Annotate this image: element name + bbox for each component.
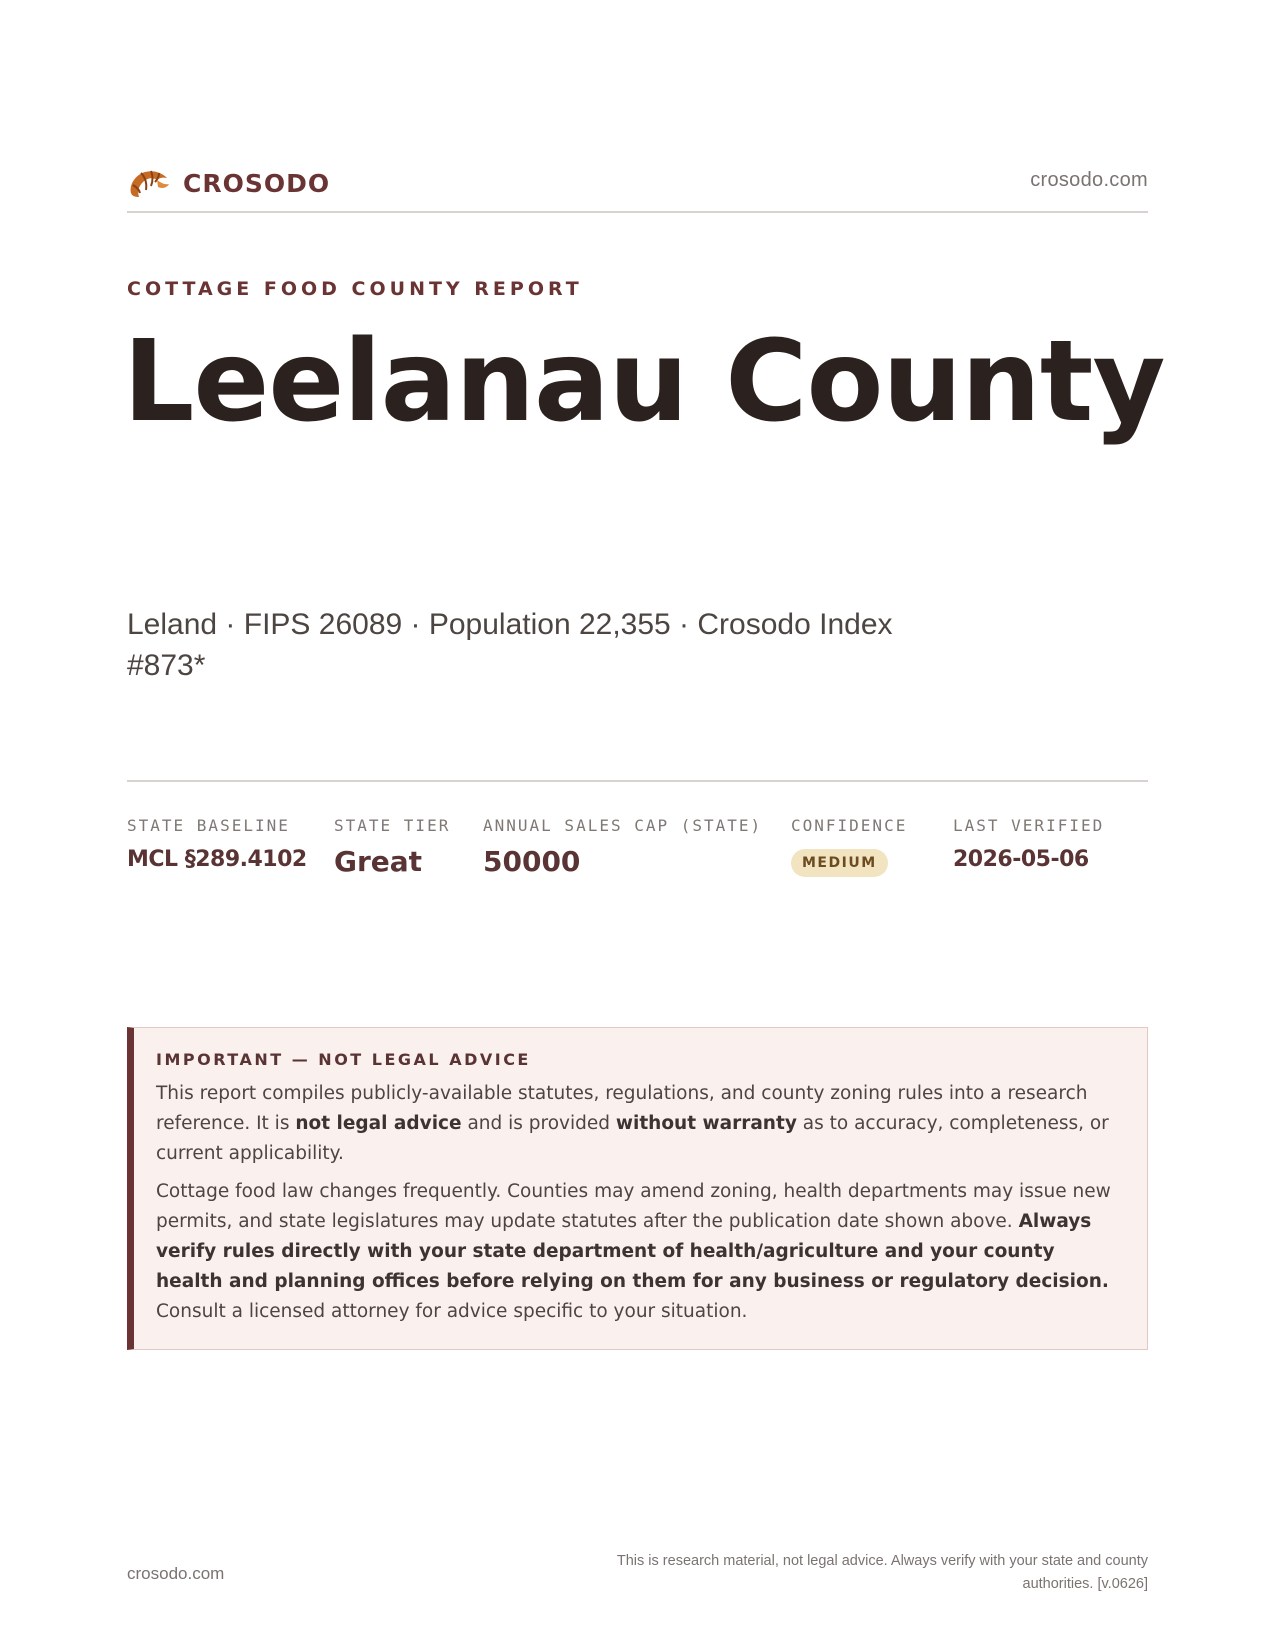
- notice-text: Consult a licensed attorney for advice specific to your situation.: [156, 1301, 748, 1322]
- notice-emphasis: Always verify rules directly with your state department of health/agriculture and your county health and planning offices before relying on them for any business or regulatory decision.: [156, 1211, 1109, 1292]
- stats-divider: [127, 780, 1148, 782]
- legal-notice: [127, 1027, 1148, 1350]
- notice-paragraph: [156, 1177, 1125, 1327]
- stat-value: Great: [334, 845, 423, 878]
- stat-label: STATE TIER: [334, 816, 451, 835]
- notice-title: IMPORTANT — NOT LEGAL ADVICE: [156, 1050, 531, 1069]
- header-url[interactable]: crosodo.com: [1030, 169, 1148, 191]
- stat-label: ANNUAL SALES CAP (STATE): [483, 816, 763, 835]
- footer-url[interactable]: crosodo.com: [127, 1564, 225, 1583]
- report-page: [123, 0, 1165, 1650]
- stat-confidence: [791, 816, 907, 877]
- report-eyebrow: COTTAGE FOOD COUNTY REPORT: [127, 278, 583, 300]
- stat-last-verified: [953, 816, 1104, 872]
- status-badge: MEDIUM: [791, 849, 888, 877]
- brand-name: CROSODO: [183, 168, 331, 198]
- stat-state-baseline: [127, 816, 307, 872]
- stat-label: STATE BASELINE: [127, 816, 290, 835]
- stat-label: CONFIDENCE: [791, 816, 908, 835]
- croissant-icon: [127, 163, 171, 203]
- notice-text: as to accuracy, completeness, or current applicability.: [156, 1113, 1109, 1164]
- page-title: Leelanau County: [123, 317, 1165, 447]
- notice-text: and is provided: [461, 1113, 616, 1134]
- stat-value: 2026-05-06: [953, 847, 1089, 872]
- brand[interactable]: [127, 163, 330, 203]
- notice-emphasis: without warranty: [615, 1113, 797, 1134]
- notice-emphasis: not legal advice: [295, 1113, 462, 1134]
- notice-text: This report compiles publicly-available statutes, regulations, and county zoning rules into a research reference. It is: [156, 1083, 1088, 1134]
- stat-sales-cap: [483, 816, 762, 878]
- page-header: [127, 155, 1148, 213]
- stat-value: MCL §289.4102: [127, 847, 307, 872]
- stat-value: 50000: [483, 845, 581, 878]
- footer-disclaimer: This is research material, not legal advice. Always verify with your state and county authorities. [v.0626]: [616, 1553, 1148, 1592]
- notice-text: Cottage food law changes frequently. Counties may amend zoning, health departments may issue new permits, and state legislatures may update statutes after the publication date shown above.: [156, 1181, 1111, 1232]
- report-subtitle: Leland · FIPS 26089 · Population 22,355 · Crosodo Index #873*: [127, 608, 893, 682]
- stat-state-tier: [334, 816, 450, 878]
- notice-paragraph: [156, 1079, 1125, 1169]
- stat-label: LAST VERIFIED: [953, 816, 1105, 835]
